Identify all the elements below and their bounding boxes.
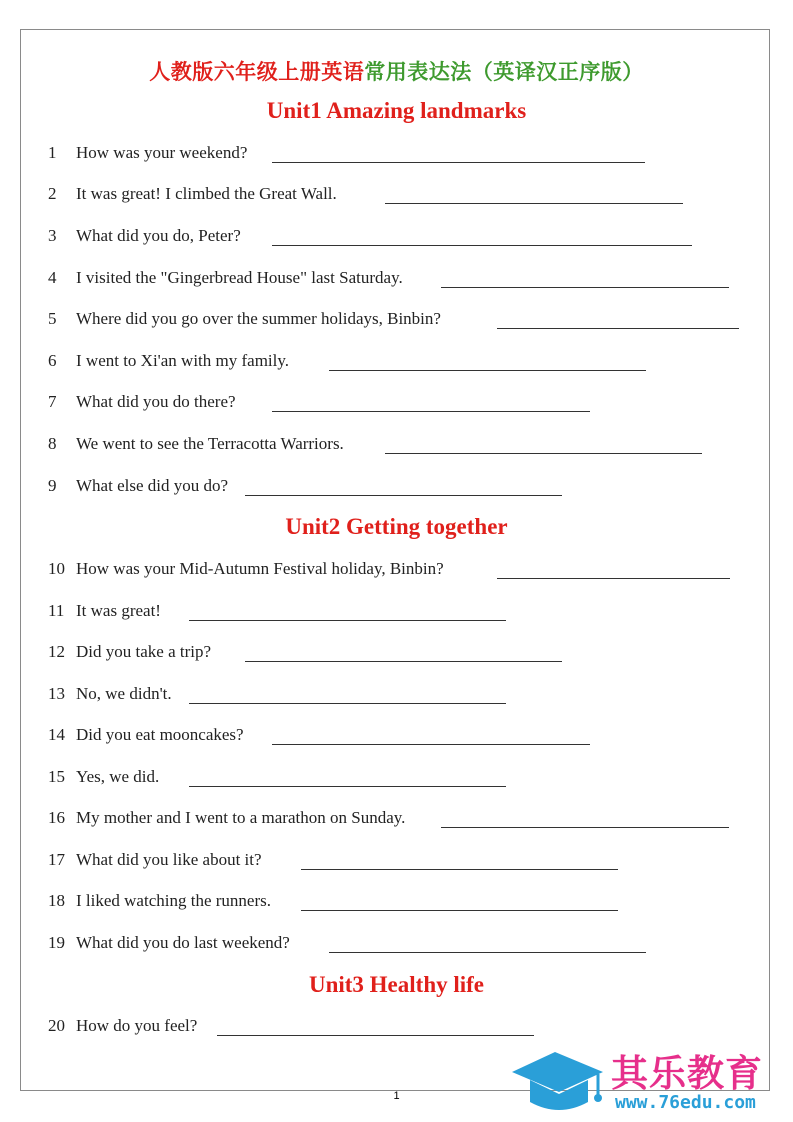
item-number: 6	[48, 351, 57, 370]
answer-blank[interactable]	[329, 952, 646, 953]
item-number: 16	[48, 808, 65, 827]
item-sentence: What did you like about it?	[76, 850, 262, 869]
answer-blank[interactable]	[301, 910, 618, 911]
item-sentence: My mother and I went to a marathon on Sunday.	[76, 808, 406, 827]
answer-blank[interactable]	[441, 827, 729, 828]
item-number: 1	[48, 143, 57, 162]
answer-blank[interactable]	[272, 411, 590, 412]
item-sentence: Yes, we did.	[76, 767, 160, 786]
item-sentence: How was your Mid-Autumn Festival holiday, Binbin?	[76, 559, 444, 578]
item-number: 11	[48, 601, 65, 620]
item-sentence: It was great!	[76, 601, 161, 620]
answer-blank[interactable]	[189, 620, 506, 621]
worksheet-title	[0, 56, 793, 86]
item-number: 8	[48, 434, 57, 453]
answer-blank[interactable]	[329, 370, 646, 371]
item-number: 9	[48, 476, 57, 495]
item-sentence: I went to Xi'an with my family.	[76, 351, 290, 370]
answer-blank[interactable]	[189, 786, 506, 787]
answer-blank[interactable]	[217, 1035, 534, 1036]
item-number: 2	[48, 184, 57, 203]
answer-blank[interactable]	[385, 453, 702, 454]
item-number: 12	[48, 642, 65, 661]
item-number: 20	[48, 1016, 65, 1035]
item-sentence: What did you do last weekend?	[76, 933, 290, 952]
item-sentence: What else did you do?	[76, 476, 229, 495]
item-sentence: Did you take a trip?	[76, 642, 212, 661]
answer-blank[interactable]	[272, 245, 692, 246]
item-sentence: It was great! I climbed the Great Wall.	[76, 184, 337, 203]
watermark-url: www.76edu.com	[615, 1092, 756, 1113]
title-green-part: 常用表达法（英译汉正序版）	[364, 60, 644, 84]
answer-blank[interactable]	[245, 495, 562, 496]
item-sentence: Did you eat mooncakes?	[76, 725, 244, 744]
answer-blank[interactable]	[441, 287, 729, 288]
page-number: 1	[393, 1090, 400, 1102]
item-number: 15	[48, 767, 65, 786]
unit1-heading: Unit1 Amazing landmarks	[266, 98, 527, 123]
item-number: 18	[48, 891, 65, 910]
answer-blank[interactable]	[272, 162, 645, 163]
answer-blank[interactable]	[272, 744, 590, 745]
item-sentence: I visited the "Gingerbread House" last Saturday.	[76, 268, 403, 287]
item-number: 19	[48, 933, 65, 952]
item-number: 3	[48, 226, 57, 245]
item-number: 10	[48, 559, 65, 578]
item-sentence: Where did you go over the summer holidays, Binbin?	[76, 309, 441, 328]
item-sentence: I liked watching the runners.	[76, 891, 271, 910]
answer-blank[interactable]	[497, 578, 730, 579]
watermark-name: 其乐教育	[611, 1052, 763, 1095]
item-number: 5	[48, 309, 57, 328]
item-sentence: What did you do there?	[76, 392, 236, 411]
answer-blank[interactable]	[497, 328, 739, 329]
unit3-heading: Unit3 Healthy life	[308, 972, 485, 997]
answer-blank[interactable]	[245, 661, 562, 662]
item-sentence: No, we didn't.	[76, 684, 172, 703]
answer-blank[interactable]	[385, 203, 683, 204]
item-number: 17	[48, 850, 65, 869]
unit2-heading: Unit2 Getting together	[285, 514, 508, 539]
item-number: 4	[48, 268, 57, 287]
title-red-part: 人教版六年级上册英语	[149, 60, 365, 84]
item-number: 14	[48, 725, 65, 744]
item-sentence: How do you feel?	[76, 1016, 198, 1035]
item-sentence: What did you do, Peter?	[76, 226, 241, 245]
answer-blank[interactable]	[189, 703, 506, 704]
answer-blank[interactable]	[301, 869, 618, 870]
item-sentence: We went to see the Terracotta Warriors.	[76, 434, 344, 453]
item-number: 13	[48, 684, 65, 703]
item-sentence: How was your weekend?	[76, 143, 248, 162]
item-number: 7	[48, 392, 57, 411]
